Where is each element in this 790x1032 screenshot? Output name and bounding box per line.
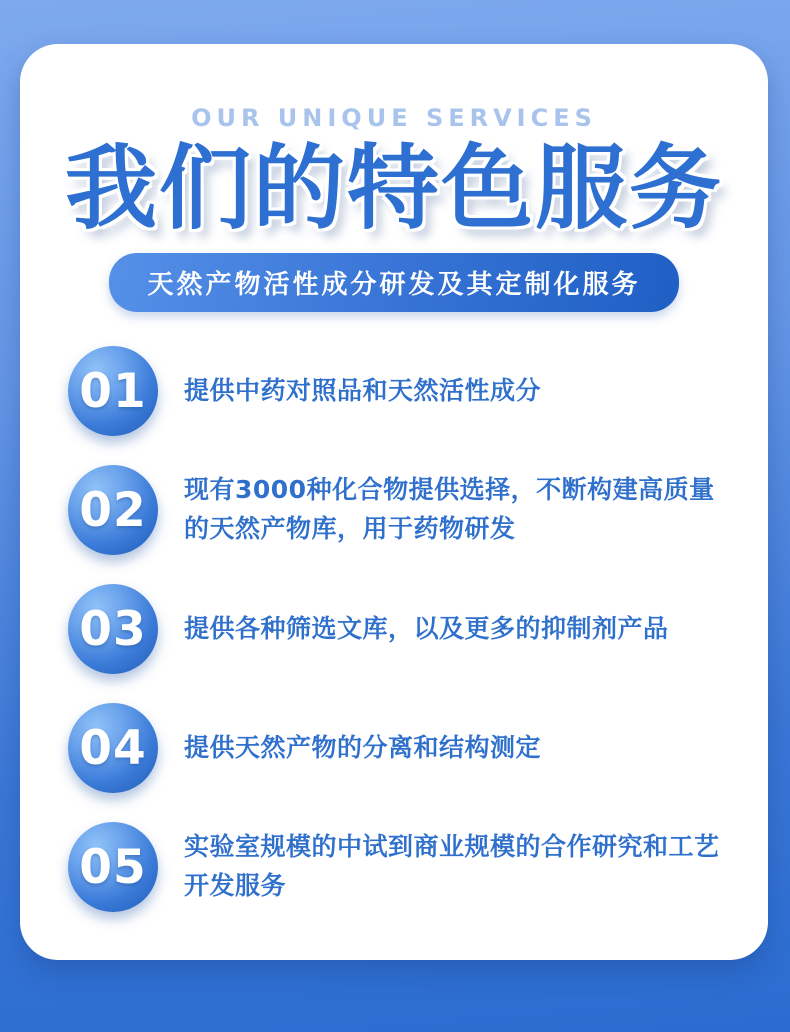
- service-item: [68, 703, 728, 793]
- page-title: 我们的特色服务: [64, 135, 723, 242]
- service-number: 05: [79, 839, 147, 895]
- service-number-badge: [68, 703, 158, 793]
- service-item: [68, 346, 728, 436]
- section-subtitle: OUR UNIQUE SERVICES: [191, 104, 597, 132]
- service-number: 02: [79, 482, 147, 538]
- service-item: [68, 584, 728, 674]
- service-number-badge: [68, 822, 158, 912]
- service-number-badge: [68, 465, 158, 555]
- services-banner: 天然产物活性成分研发及其定制化服务: [109, 253, 678, 312]
- service-text: 实验室规模的中试到商业规模的合作研究和工艺开发服务: [184, 832, 720, 901]
- service-item: [68, 822, 728, 912]
- service-number: 01: [79, 363, 147, 419]
- service-text: 提供天然产物的分离和结构测定: [184, 732, 542, 762]
- service-number: 04: [79, 720, 147, 776]
- service-text: 现有3000种化合物提供选择，不断构建高质量的天然产物库，用于药物研发: [184, 475, 715, 544]
- services-list: [20, 346, 768, 912]
- service-number: 03: [79, 601, 147, 657]
- service-item: [68, 465, 728, 555]
- services-card: [20, 44, 768, 960]
- service-text: 提供各种筛选文库，以及更多的抑制剂产品: [184, 613, 669, 643]
- service-number-badge: [68, 346, 158, 436]
- service-text: 提供中药对照品和天然活性成分: [184, 375, 542, 405]
- service-number-badge: [68, 584, 158, 674]
